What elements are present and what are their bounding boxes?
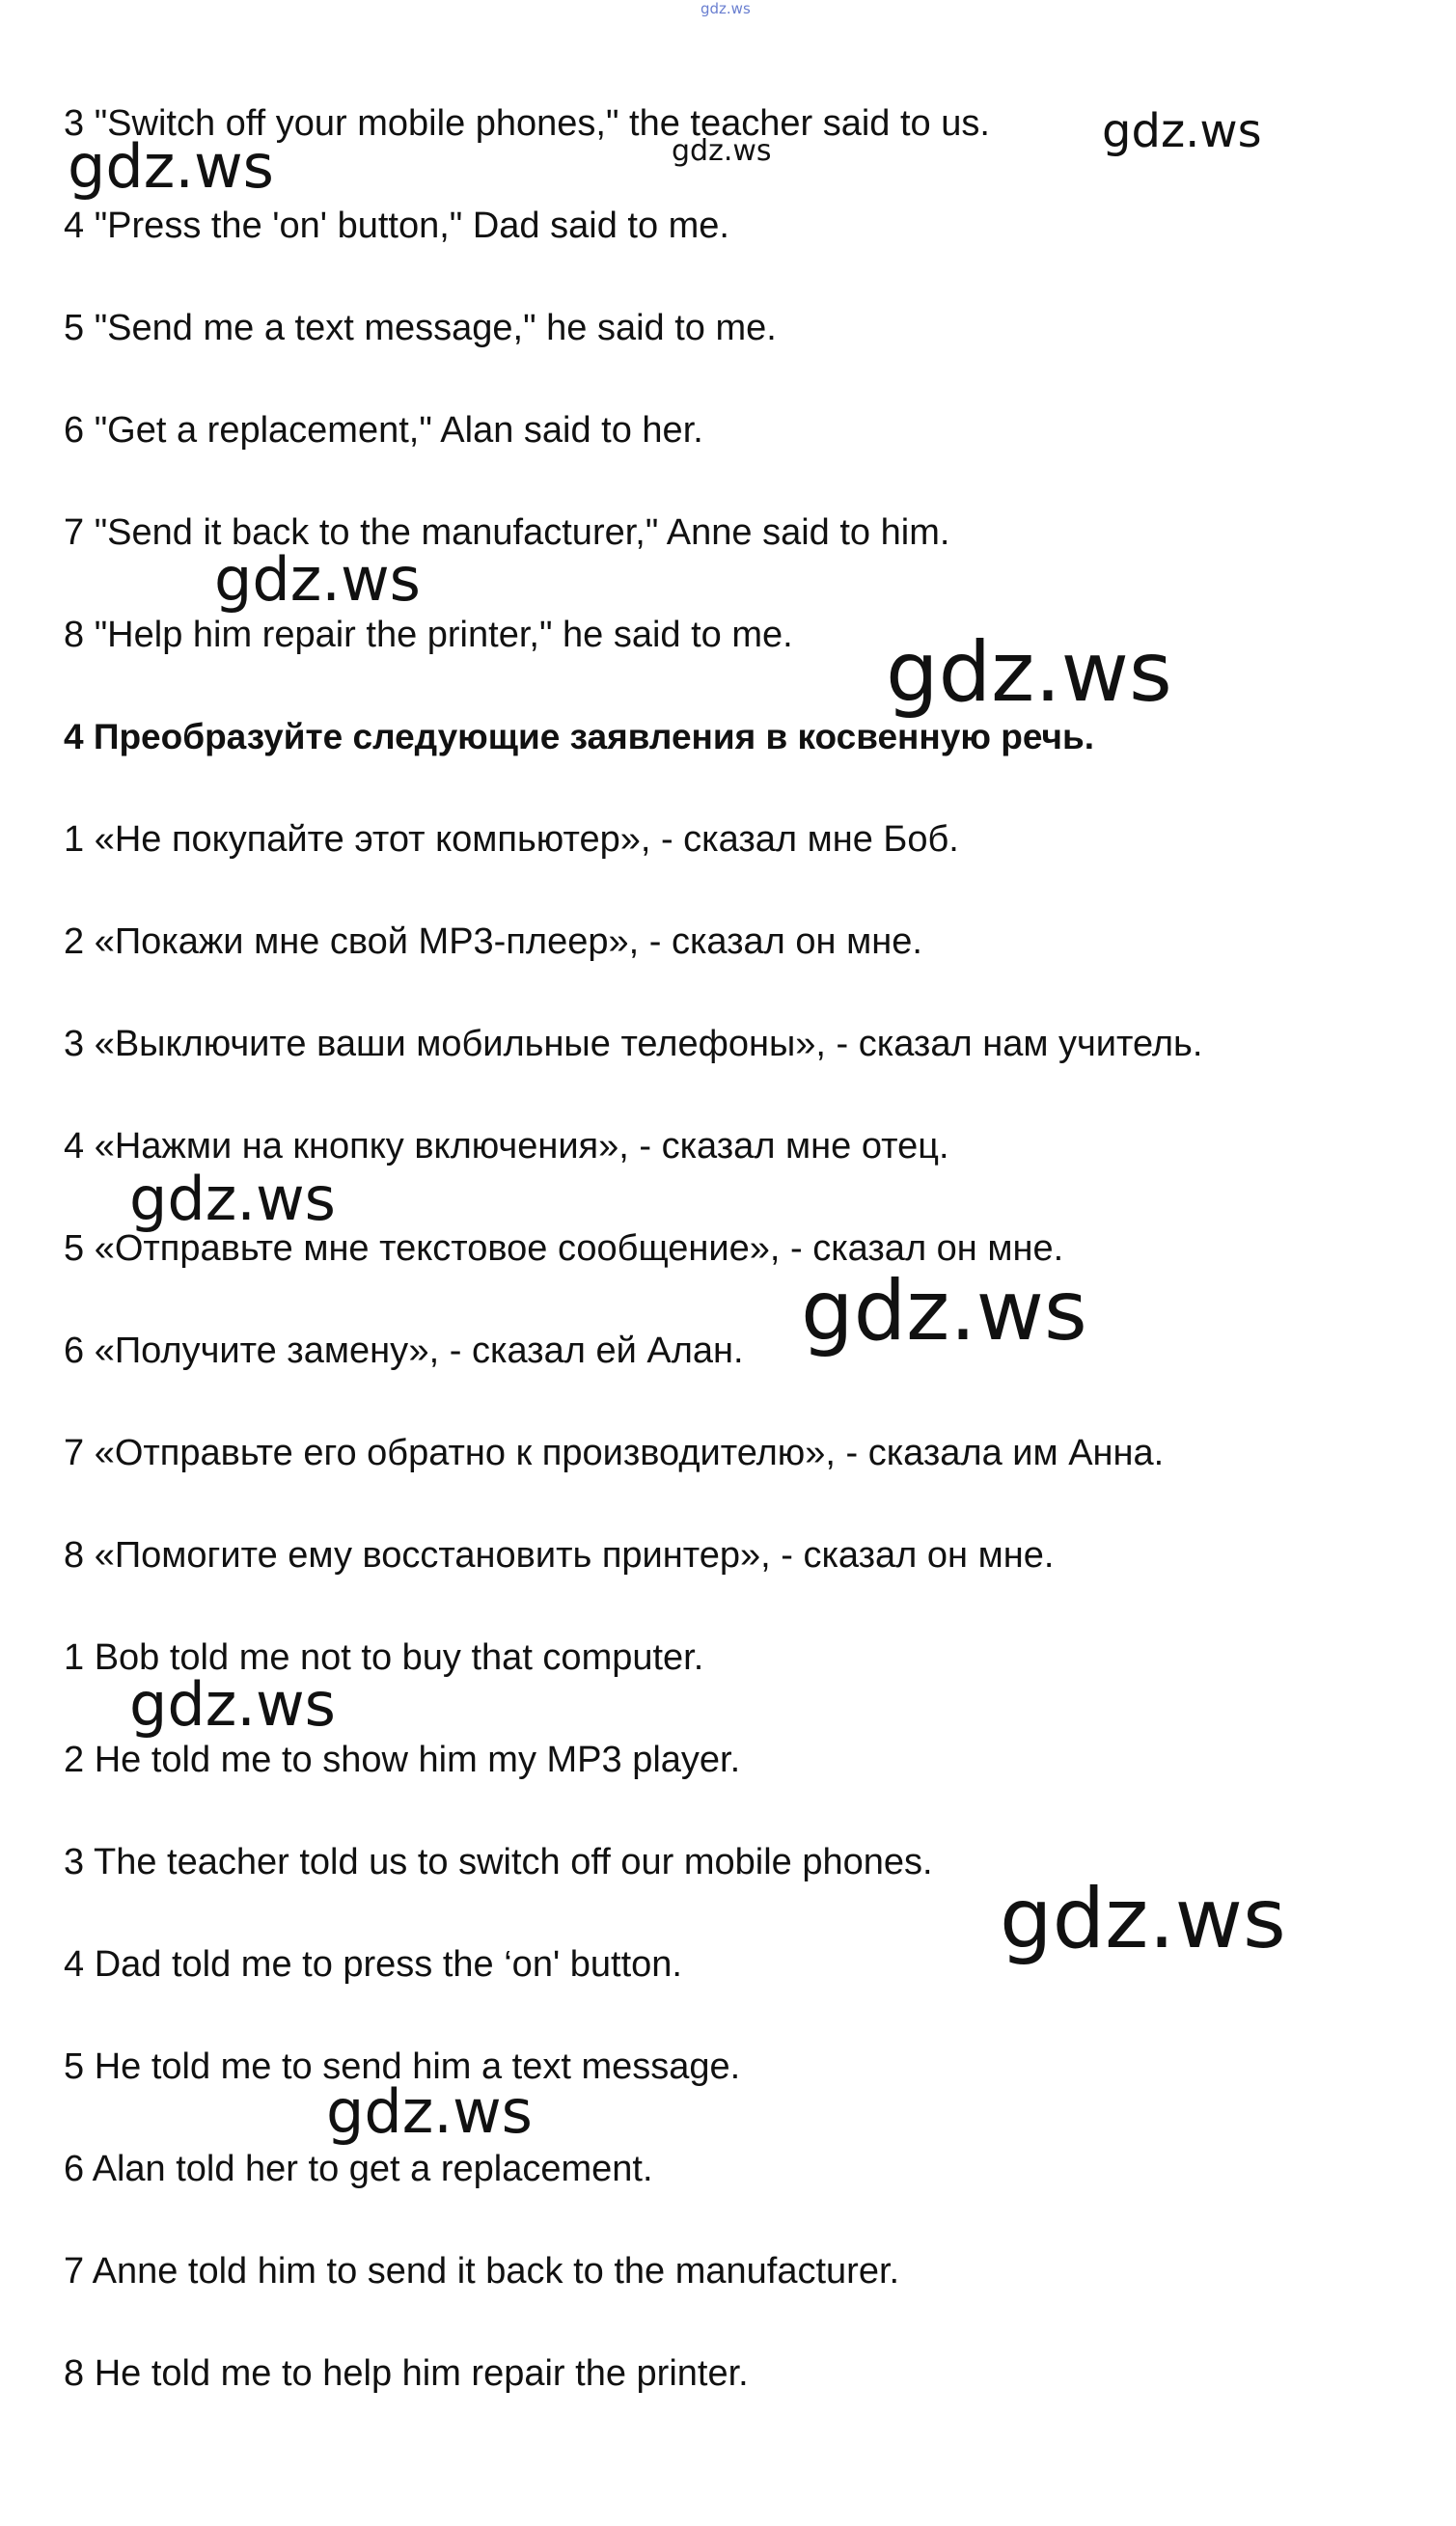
russian-command-5: 5 «Отправьте мне текстовое сообщение», - сказал он мне. [64,1228,1064,1269]
russian-command-8: 8 «Помогите ему восстановить принтер», - сказал он мне. [64,1535,1055,1576]
russian-command-7: 7 «Отправьте его обратно к производителю», - сказала им Анна. [64,1433,1165,1473]
english-command-3: 3 "Switch off your mobile phones," the teacher said to us. [64,103,990,144]
answer-6: 6 Alan told her to get a replacement. [64,2149,653,2189]
watermark-top: gdz.ws [701,0,751,17]
watermark: gdz.ws [68,131,274,202]
watermark: gdz.ws [214,544,421,615]
russian-command-6: 6 «Получите замену», - сказал ей Алан. [64,1331,744,1371]
watermark: gdz.ws [1102,104,1262,158]
watermark: gdz.ws [672,134,772,168]
russian-command-1: 1 «Не покупайте этот компьютер», - сказал мне Боб. [64,819,959,860]
watermark: gdz.ws [129,1164,336,1234]
answer-8: 8 He told me to help him repair the printer. [64,2353,749,2394]
answer-7: 7 Anne told him to send it back to the manufacturer. [64,2251,900,2292]
watermark: gdz.ws [801,1263,1087,1359]
answer-4: 4 Dad told me to press the ‘on' button. [64,1944,682,1985]
russian-command-4: 4 «Нажми на кнопку включения», - сказал мне отец. [64,1126,949,1167]
answer-1: 1 Bob told me not to buy that computer. [64,1637,704,1678]
english-command-4: 4 "Press the 'on' button," Dad said to me. [64,206,729,246]
russian-command-2: 2 «Покажи мне свой MP3-плеер», - сказал он мне. [64,921,922,962]
task-heading: 4 Преобразуйте следующие заявления в косвенную речь. [64,717,1094,756]
watermark: gdz.ws [129,1669,336,1740]
answer-2: 2 He told me to show him my MP3 player. [64,1740,741,1780]
watermark: gdz.ws [326,2076,533,2147]
english-command-8: 8 "Help him repair the printer," he said to me. [64,615,793,655]
watermark: gdz.ws [886,624,1172,721]
watermark: gdz.ws [1000,1871,1286,1967]
english-command-7: 7 "Send it back to the manufacturer," Anne said to him. [64,512,950,553]
answer-5: 5 He told me to send him a text message. [64,2046,741,2087]
english-command-5: 5 "Send me a text message," he said to me. [64,308,777,348]
russian-command-3: 3 «Выключите ваши мобильные телефоны», - сказал нам учитель. [64,1024,1203,1064]
english-command-6: 6 "Get a replacement," Alan said to her. [64,410,703,451]
answer-3: 3 The teacher told us to switch off our mobile phones. [64,1842,933,1882]
